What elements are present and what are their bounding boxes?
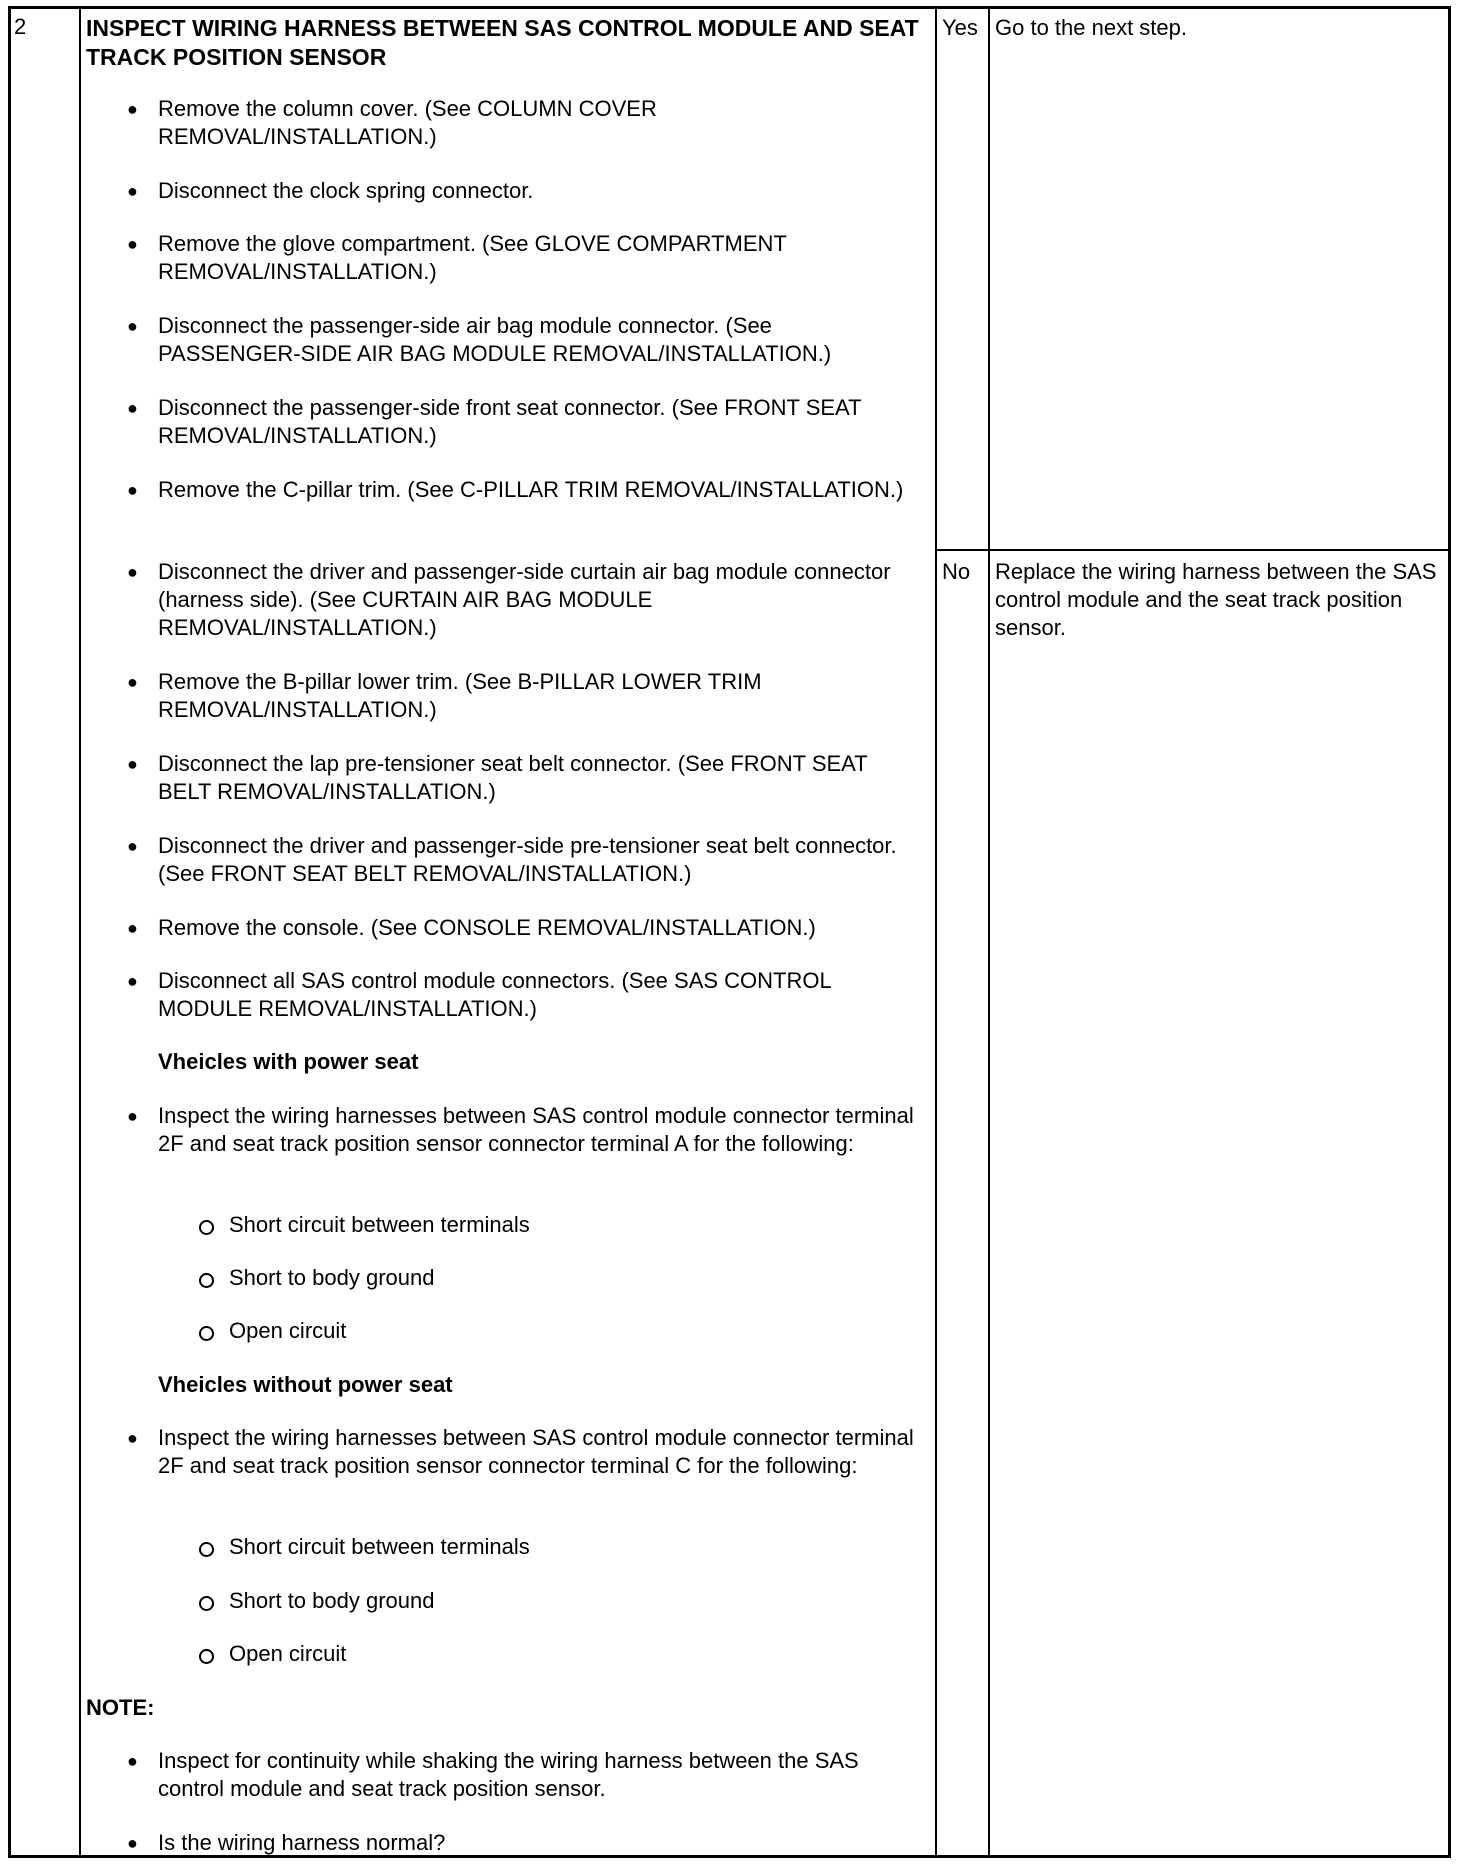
no-power-seat-check: Short circuit between terminals	[229, 1534, 530, 1559]
hollow-bullet-icon	[199, 1649, 214, 1664]
hollow-bullet-icon	[199, 1542, 214, 1557]
no-label: No	[942, 559, 971, 584]
hollow-bullet-icon	[199, 1220, 214, 1235]
bullet-icon: ●	[127, 836, 138, 856]
bullet-icon: ●	[127, 1106, 138, 1126]
step-bullet: Disconnect the passenger-side front seat connector. (See FRONT SEAT REMOVAL/INSTALLATION.)	[158, 395, 862, 448]
step-bullet: Disconnect all SAS control module connectors. (See SAS CONTROL MODULE REMOVAL/INSTALLATION.)	[158, 968, 831, 1021]
step-bullet: Remove the console. (See CONSOLE REMOVAL/INSTALLATION.)	[158, 915, 816, 940]
step-title: INSPECT WIRING HARNESS BETWEEN SAS CONTROL MODULE AND SEAT TRACK POSITION SENSOR	[86, 15, 919, 70]
step-number: 2	[14, 14, 27, 39]
power-seat-inspect: Inspect the wiring harnesses between SAS control module connector terminal 2F and seat track position sensor connector terminal A for the following:	[158, 1103, 914, 1156]
step-bullet: Remove the glove compartment. (See GLOVE COMPARTMENT REMOVAL/INSTALLATION.)	[158, 231, 787, 284]
no-power-seat-check: Short to body ground	[229, 1588, 435, 1613]
power-seat-check: Short circuit between terminals	[229, 1212, 530, 1237]
column-divider	[79, 6, 81, 1858]
step-bullet: Disconnect the driver and passenger-side curtain air bag module connector (harness side). (See CURTAIN AIR BAG MODULE REMOVAL/INSTALLATION.)	[158, 559, 891, 640]
step-bullet: Disconnect the driver and passenger-side pre-tensioner seat belt connector. (See FRONT SEAT BELT REMOVAL/INSTALLATION.)	[158, 833, 897, 886]
power-seat-check: Short to body ground	[229, 1265, 435, 1290]
step-bullet: Disconnect the clock spring connector.	[158, 178, 534, 203]
note-item: Is the wiring harness normal?	[158, 1830, 446, 1855]
bullet-icon: ●	[127, 99, 138, 119]
no-power-seat-heading: Vheicles without power seat	[158, 1372, 453, 1397]
note-item: Inspect for continuity while shaking the wiring harness between the SAS control module and seat track position sensor.	[158, 1748, 859, 1801]
bullet-icon: ●	[127, 672, 138, 692]
no-power-seat-inspect: Inspect the wiring harnesses between SAS control module connector terminal 2F and seat track position sensor connector terminal C for the following:	[158, 1425, 914, 1478]
column-divider	[935, 6, 937, 1858]
hollow-bullet-icon	[199, 1273, 214, 1288]
bullet-icon: ●	[127, 918, 138, 938]
bullet-icon: ●	[127, 562, 138, 582]
step-bullet: Disconnect the lap pre-tensioner seat belt connector. (See FRONT SEAT BELT REMOVAL/INSTALLATION.)	[158, 751, 868, 804]
bullet-icon: ●	[127, 971, 138, 991]
column-divider	[988, 6, 990, 1858]
bullet-icon: ●	[127, 1833, 138, 1853]
bullet-icon: ●	[127, 1751, 138, 1771]
bullet-icon: ●	[127, 480, 138, 500]
step-bullet: Remove the C-pillar trim. (See C-PILLAR TRIM REMOVAL/INSTALLATION.)	[158, 477, 904, 502]
bullet-icon: ●	[127, 234, 138, 254]
row-divider	[935, 549, 1451, 551]
step-bullet: Remove the B-pillar lower trim. (See B-PILLAR LOWER TRIM REMOVAL/INSTALLATION.)	[158, 669, 762, 722]
hollow-bullet-icon	[199, 1596, 214, 1611]
step-bullet: Disconnect the passenger-side air bag module connector. (See PASSENGER-SIDE AIR BAG MODULE REMOVAL/INSTALLATION.)	[158, 313, 832, 366]
power-seat-heading: Vheicles with power seat	[158, 1049, 419, 1074]
step-bullet: Remove the column cover. (See COLUMN COVER REMOVAL/INSTALLATION.)	[158, 96, 657, 149]
yes-label: Yes	[942, 15, 978, 40]
note-label: NOTE:	[86, 1695, 155, 1720]
no-action: Replace the wiring harness between the SAS control module and the seat track position sensor.	[995, 559, 1437, 640]
bullet-icon: ●	[127, 316, 138, 336]
power-seat-check: Open circuit	[229, 1318, 347, 1343]
no-power-seat-check: Open circuit	[229, 1641, 347, 1666]
bullet-icon: ●	[127, 754, 138, 774]
yes-action: Go to the next step.	[995, 15, 1188, 40]
hollow-bullet-icon	[199, 1326, 214, 1341]
bullet-icon: ●	[127, 1428, 138, 1448]
bullet-icon: ●	[127, 398, 138, 418]
bullet-icon: ●	[127, 181, 138, 201]
